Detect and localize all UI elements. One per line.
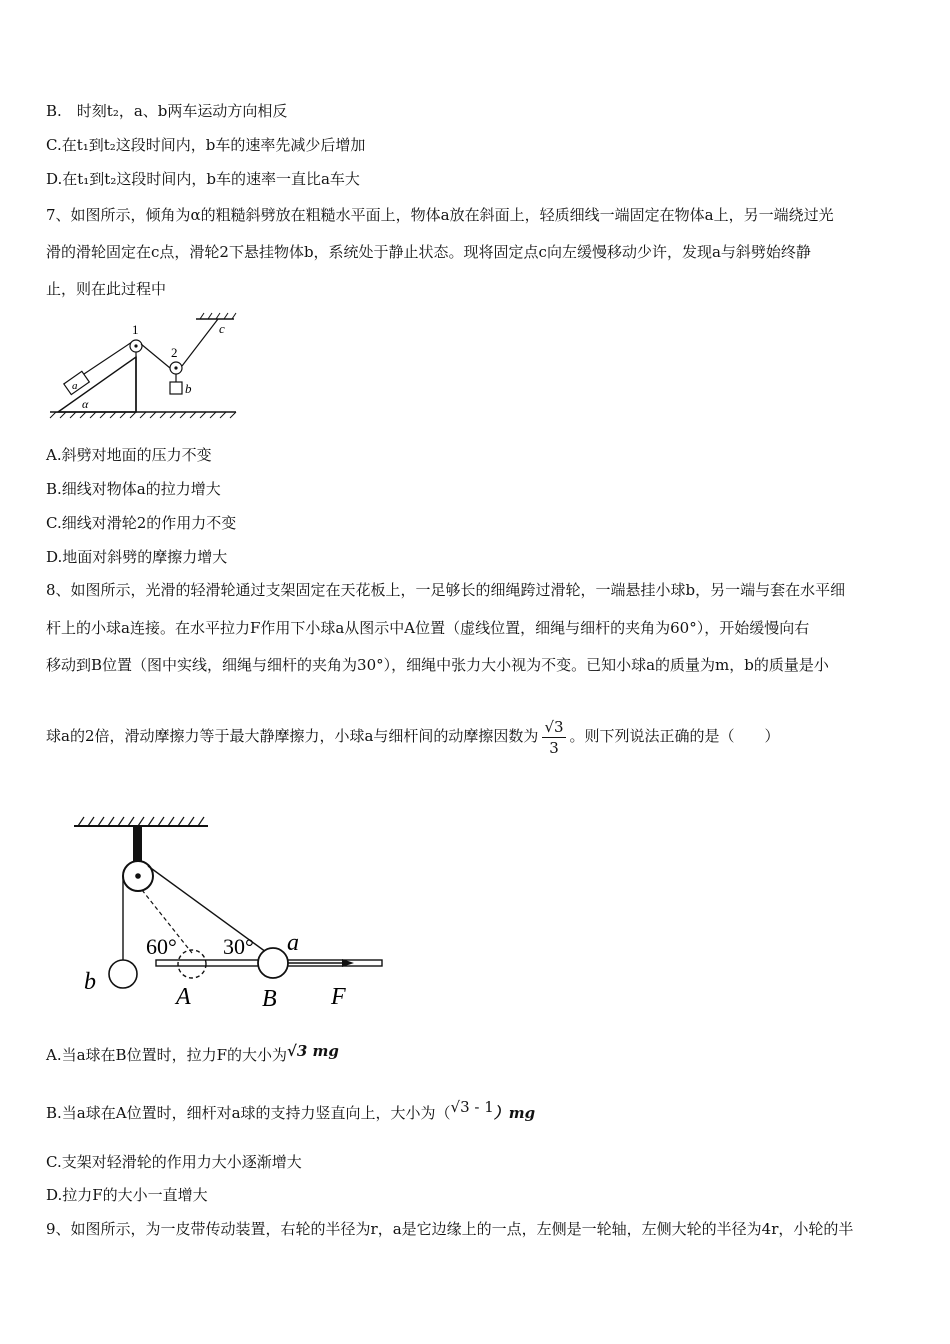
q7-stem-line1: 7、如图所示，倾角为α的粗糙斜劈放在粗糙水平面上，物体a放在斜面上，轻质细线一端固定在物体a上，另一端绕过光 [46,206,834,224]
q8-stem-line4-post: 。则下列说法正确的是（ ） [569,727,780,745]
q7-option-c: C.细线对滑轮2的作用力不变 [46,514,237,532]
q8-fraction-numerator: √3 [544,717,564,736]
q8-fraction-denominator: 3 [549,738,559,757]
q7-label-b: b [185,381,192,396]
q8-angle-60: 60° [146,934,177,959]
q8-option-b [46,1096,535,1130]
q8-label-b: b [84,969,96,995]
q8-option-c: C.支架对轻滑轮的作用力大小逐渐增大 [46,1153,302,1171]
q8-option-b-math: √3 - 1 [450,1098,494,1116]
q8-stem-line4 [46,716,780,758]
q7-label-alpha: α [82,397,89,411]
q8-option-d: D.拉力F的大小一直增大 [46,1186,208,1204]
q7-label-2: 2 [171,345,178,360]
q6-option-c: C.在t₁到t₂这段时间内，b车的速率先减少后增加 [46,136,366,154]
q8-option-a [46,1038,339,1072]
q6-option-d: D.在t₁到t₂这段时间内，b车的速率一直比a车大 [46,170,360,188]
q8-friction-fraction [542,717,565,758]
q8-option-a-text: A.当a球在B位置时，拉力F的大小为 [46,1046,287,1064]
q7-option-b: B.细线对物体a的拉力增大 [46,480,221,498]
q8-option-b-post: ）mg [493,1104,536,1122]
q7-option-d: D.地面对斜劈的摩擦力增大 [46,548,228,566]
q7-label-1: 1 [132,322,139,337]
q7-option-a: A.斜劈对地面的压力不变 [46,446,212,464]
q8-label-A: A [176,984,191,1010]
q8-stem-line1: 8、如图所示，光滑的轻滑轮通过支架固定在天花板上，一足够长的细绳跨过滑轮，一端悬挂小球b，另一端与套在水平细 [46,581,846,599]
q8-angle-30: 30° [223,934,254,959]
q7-stem-line2: 滑的滑轮固定在c点，滑轮2下悬挂物体b，系统处于静止状态。现将固定点c向左缓慢移动少许，发现a与斜劈始终静 [46,243,811,261]
q6-option-b: B. 时刻t₂，a、b两车运动方向相反 [46,102,288,120]
q8-stem-line3: 移动到B位置（图中实线，细绳与细杆的夹角为30°），细绳中张力大小视为不变。已知小球a的质量为m，b的质量是小 [46,656,829,674]
q8-stem-line2: 杆上的小球a连接。在水平拉力F作用下小球a从图示中A位置（虚线位置，细绳与细杆的夹角为60°），开始缓慢向右 [46,619,810,637]
q7-label-a: a [72,380,78,392]
q7-stem-line3: 止，则在此过程中 [46,280,167,298]
q9-stem-line1: 9、如图所示，为一皮带传动装置，右轮的半径为r，a是它边缘上的一点，左侧是一轮轴，左侧大轮的半径为4r，小轮的半 [46,1220,854,1238]
q8-figure [70,812,390,1012]
q7-label-c: c [219,321,225,336]
q8-option-a-math: √3 mg [286,1042,339,1060]
q8-label-B: B [262,986,277,1012]
q8-stem-line4-pre: 球a的2倍，滑动摩擦力等于最大静摩擦力，小球a与细杆间的动摩擦因数为 [46,727,539,745]
q8-option-b-text: B.当a球在A位置时，细杆对a球的支持力竖直向上，大小为（ [46,1104,451,1122]
q8-label-a: a [287,930,299,956]
q8-label-F: F [331,984,346,1010]
q7-figure [46,312,242,422]
